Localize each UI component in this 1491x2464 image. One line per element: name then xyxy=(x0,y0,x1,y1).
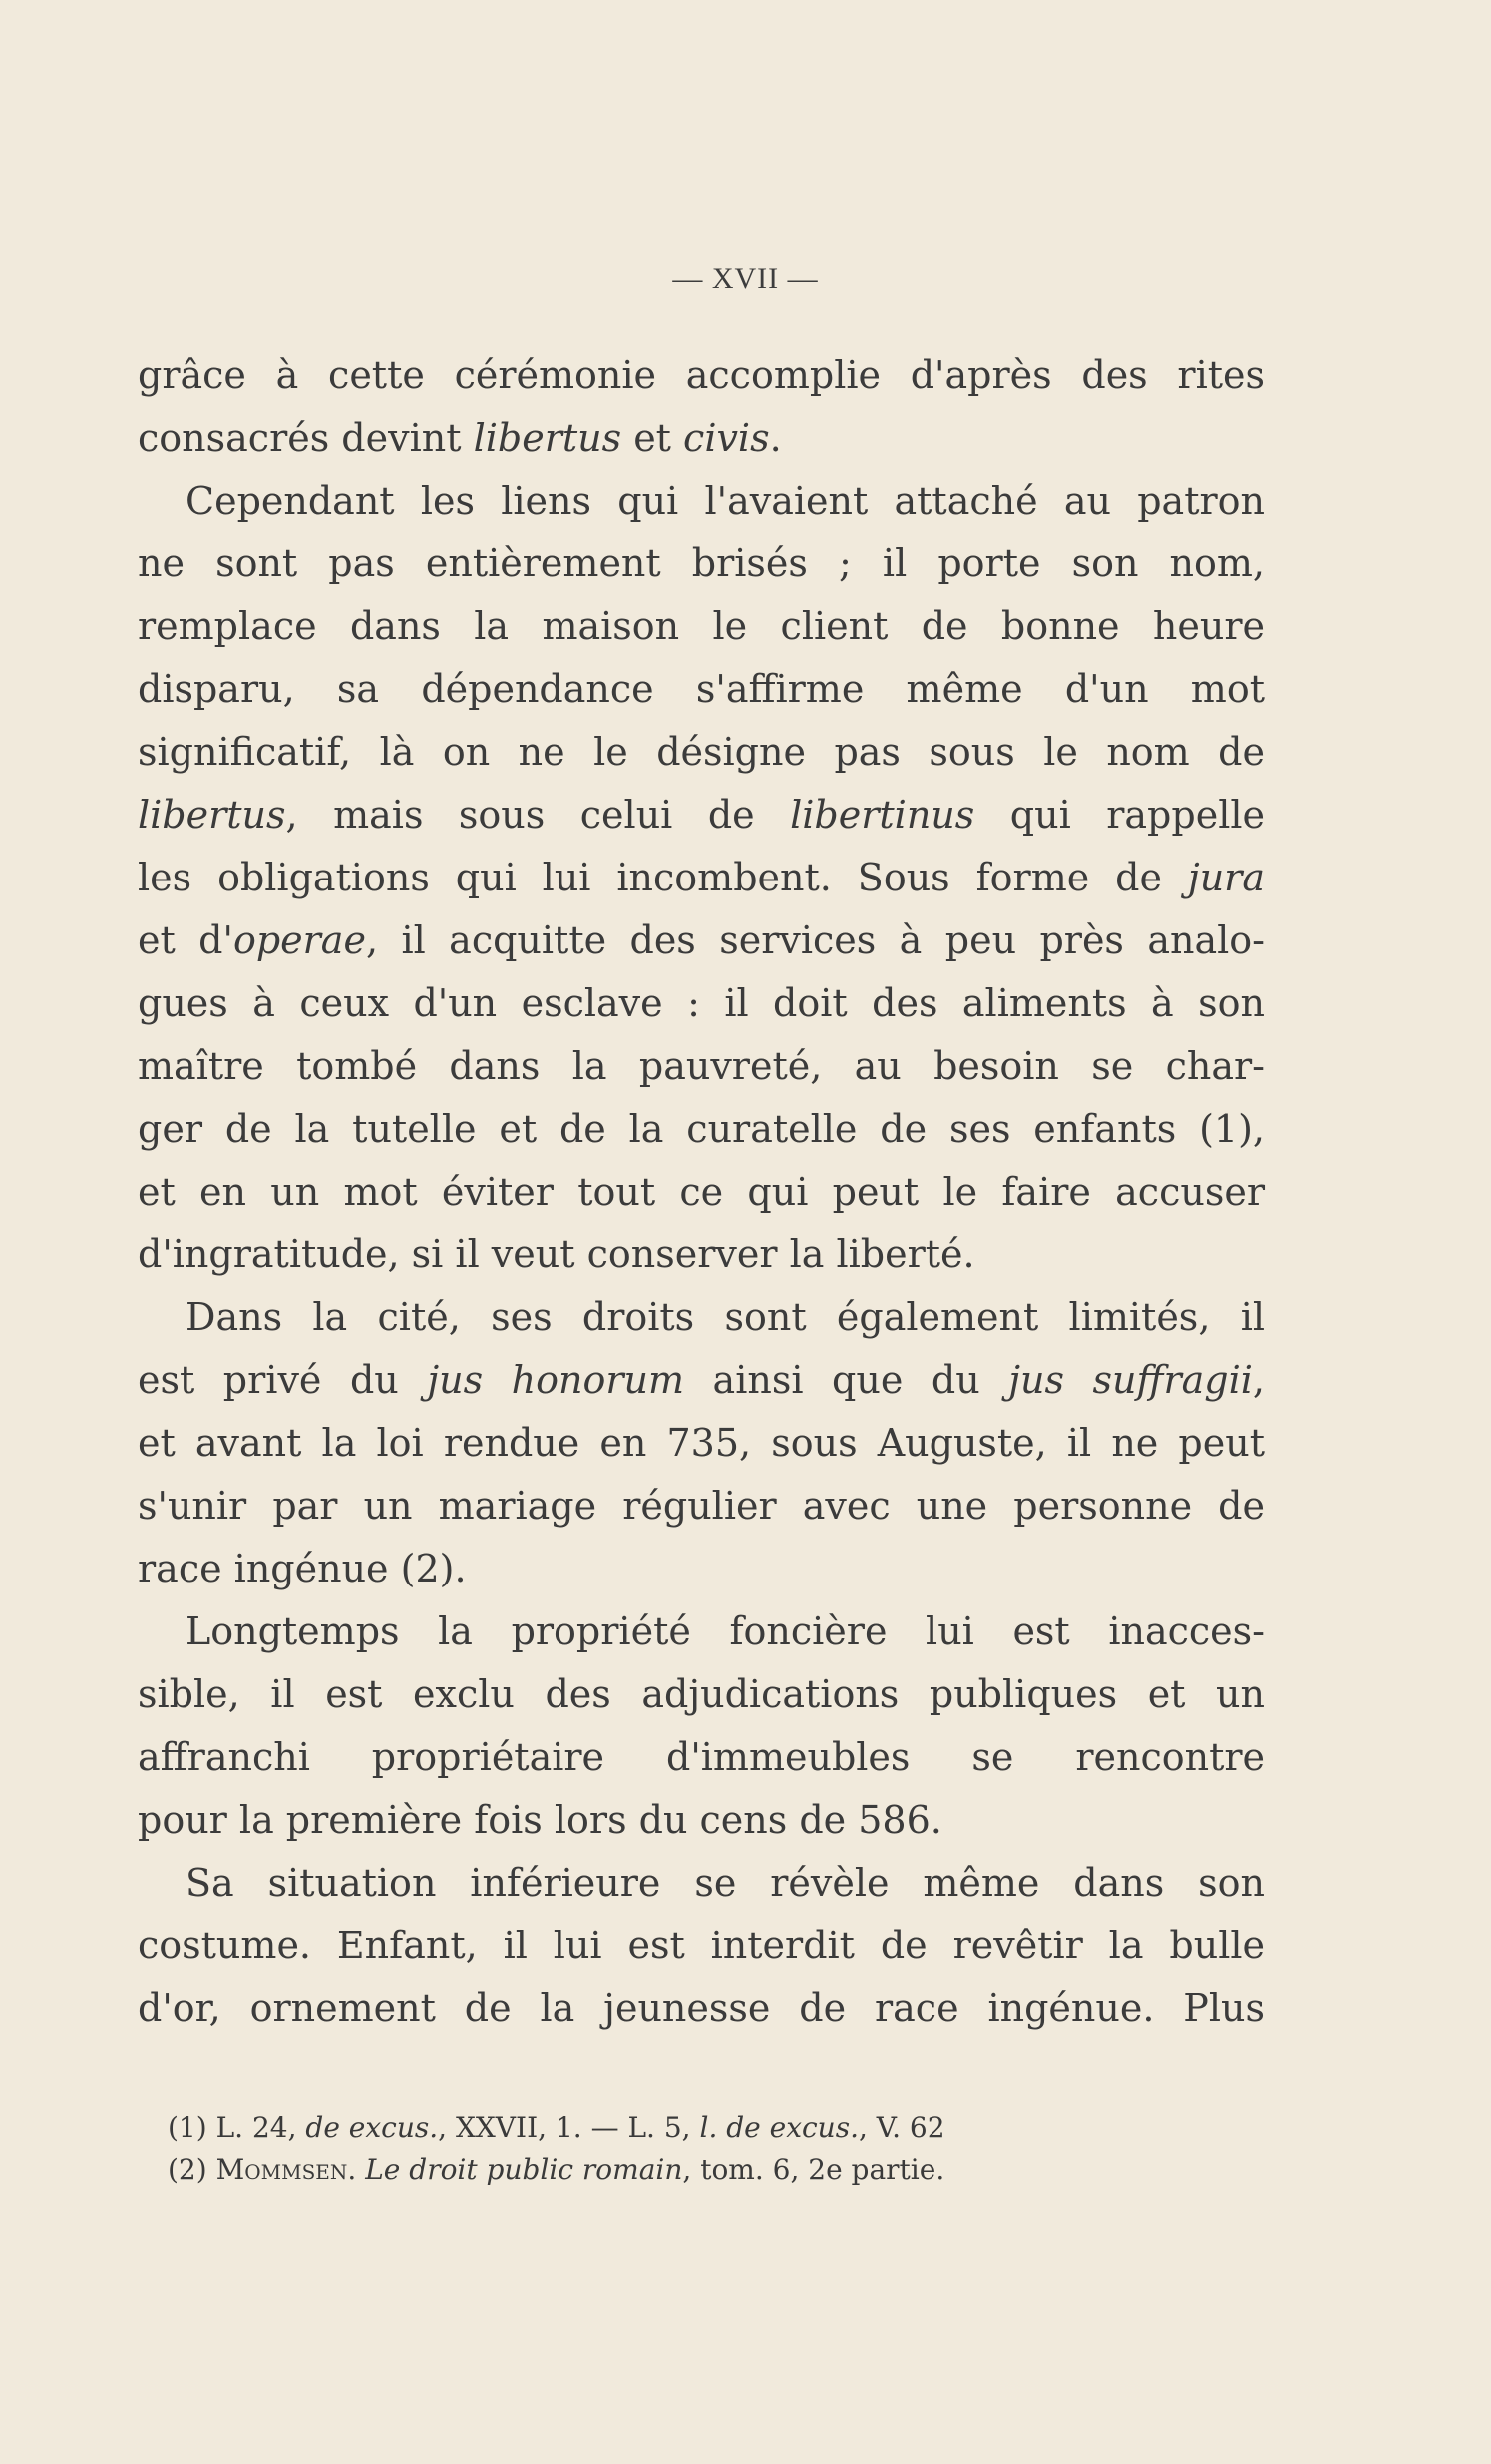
footnote-2 xyxy=(168,2149,1265,2191)
italic-term: de excus. xyxy=(305,2111,439,2144)
text-fragment: qui rappelle xyxy=(974,793,1265,837)
text-fragment: et en un mot éviter tout ce qui peut le faire accuser xyxy=(138,1170,1265,1214)
text-fragment: remplace dans la maison le client de bonne heure xyxy=(138,604,1265,648)
text-fragment: , V. 62 xyxy=(858,2111,945,2144)
text-fragment: Cependant les liens qui l'avaient attaché au patron xyxy=(186,479,1265,523)
text-fragment: ne sont pas entièrement brisés ; il porte son nom, xyxy=(138,541,1265,585)
text-line xyxy=(138,1977,1265,2040)
text-line xyxy=(138,595,1265,658)
text-fragment: . xyxy=(769,416,782,460)
text-fragment: est privé du xyxy=(138,1358,428,1402)
text-fragment: (1) L. 24, xyxy=(168,2111,306,2144)
italic-term: Le droit public romain xyxy=(365,2153,683,2186)
text-fragment: Longtemps la propriété foncière lui est inacces- xyxy=(186,1609,1265,1653)
text-line xyxy=(138,847,1265,909)
text-fragment: gues à ceux d'un esclave : il doit des aliments à son xyxy=(138,981,1265,1025)
text-line xyxy=(138,1035,1265,1098)
text-fragment: Sa situation inférieure se révèle même dans son xyxy=(186,1861,1265,1905)
text-fragment: grâce à cette cérémonie accomplie d'après des rites xyxy=(138,353,1265,397)
text-line xyxy=(138,1286,1265,1349)
text-line xyxy=(138,532,1265,595)
footnotes xyxy=(168,2107,1265,2191)
text-fragment: , il acquitte des services à peu près analo- xyxy=(365,918,1265,962)
text-fragment: s'unir par un mariage régulier avec une personne de xyxy=(138,1484,1265,1528)
text-line xyxy=(138,344,1265,407)
italic-term: libertinus xyxy=(790,793,975,837)
text-fragment: pour la première fois lors du cens de 586. xyxy=(138,1798,942,1842)
text-fragment: (2) xyxy=(168,2153,216,2186)
text-line xyxy=(138,407,1265,470)
text-fragment: , XXVII, 1. — L. 5, xyxy=(438,2111,700,2144)
page-number xyxy=(0,261,1491,296)
text-line xyxy=(138,721,1265,784)
text-line xyxy=(138,470,1265,532)
text-fragment: d'or, ornement de la jeunesse de race ingénue. Plus xyxy=(138,1986,1265,2030)
italic-term: jura xyxy=(1187,856,1265,899)
text-fragment: ger de la tutelle et de la curatelle de ses enfants (1), xyxy=(138,1107,1265,1151)
text-fragment: , mais sous celui de xyxy=(285,793,791,837)
text-fragment: et d' xyxy=(138,918,233,962)
text-fragment: Dans la cité, ses droits sont également limités, il xyxy=(186,1295,1265,1339)
text-line xyxy=(138,1412,1265,1475)
text-line xyxy=(138,1915,1265,1977)
italic-term: l. de excus. xyxy=(699,2111,859,2144)
italic-term: operae xyxy=(232,918,366,962)
text-line xyxy=(138,1098,1265,1161)
text-line xyxy=(138,1538,1265,1600)
text-fragment: affranchi propriétaire d'immeubles se rencontre xyxy=(138,1735,1265,1779)
text-line xyxy=(138,658,1265,721)
italic-term: jus suffragii xyxy=(1008,1358,1253,1402)
text-line xyxy=(138,909,1265,972)
text-fragment: sible, il est exclu des adjudications publiques et un xyxy=(138,1672,1265,1716)
text-fragment: consacrés devint xyxy=(138,416,474,460)
text-line xyxy=(138,1726,1265,1789)
text-line xyxy=(138,1852,1265,1915)
page-number-label: — XVII — xyxy=(672,262,819,295)
text-line xyxy=(138,1224,1265,1286)
text-fragment: significatif, là on ne le désigne pas sous le nom de xyxy=(138,730,1265,774)
text-fragment: race ingénue (2). xyxy=(138,1547,467,1590)
text-fragment: d'ingratitude, si il veut conserver la liberté. xyxy=(138,1232,975,1276)
italic-term: civis xyxy=(683,416,770,460)
text-fragment: ainsi que du xyxy=(684,1358,1009,1402)
body-text xyxy=(138,344,1265,2040)
text-line xyxy=(138,972,1265,1035)
text-line xyxy=(138,1161,1265,1224)
italic-term: jus honorum xyxy=(427,1358,684,1402)
text-fragment: et xyxy=(621,416,684,460)
text-line xyxy=(138,784,1265,847)
text-line xyxy=(138,1600,1265,1663)
author-name: Mommsen xyxy=(215,2153,348,2186)
text-fragment: , tom. 6, 2e partie. xyxy=(682,2153,945,2186)
text-fragment: les obligations qui lui incombent. Sous forme de xyxy=(138,856,1188,899)
footnote-1 xyxy=(168,2107,1265,2149)
text-fragment: , xyxy=(1252,1358,1265,1402)
text-fragment: maître tombé dans la pauvreté, au besoin se char- xyxy=(138,1044,1265,1088)
text-line xyxy=(138,1663,1265,1726)
text-line xyxy=(138,1475,1265,1538)
text-fragment: . xyxy=(347,2153,366,2186)
italic-term: libertus xyxy=(138,793,286,837)
text-fragment: et avant la loi rendue en 735, sous Auguste, il ne peut xyxy=(138,1421,1265,1465)
text-fragment: costume. Enfant, il lui est interdit de revêtir la bulle xyxy=(138,1924,1265,1967)
italic-term: libertus xyxy=(473,416,622,460)
text-line xyxy=(138,1789,1265,1852)
text-fragment: disparu, sa dépendance s'affirme même d'un mot xyxy=(138,667,1265,711)
text-line xyxy=(138,1349,1265,1412)
